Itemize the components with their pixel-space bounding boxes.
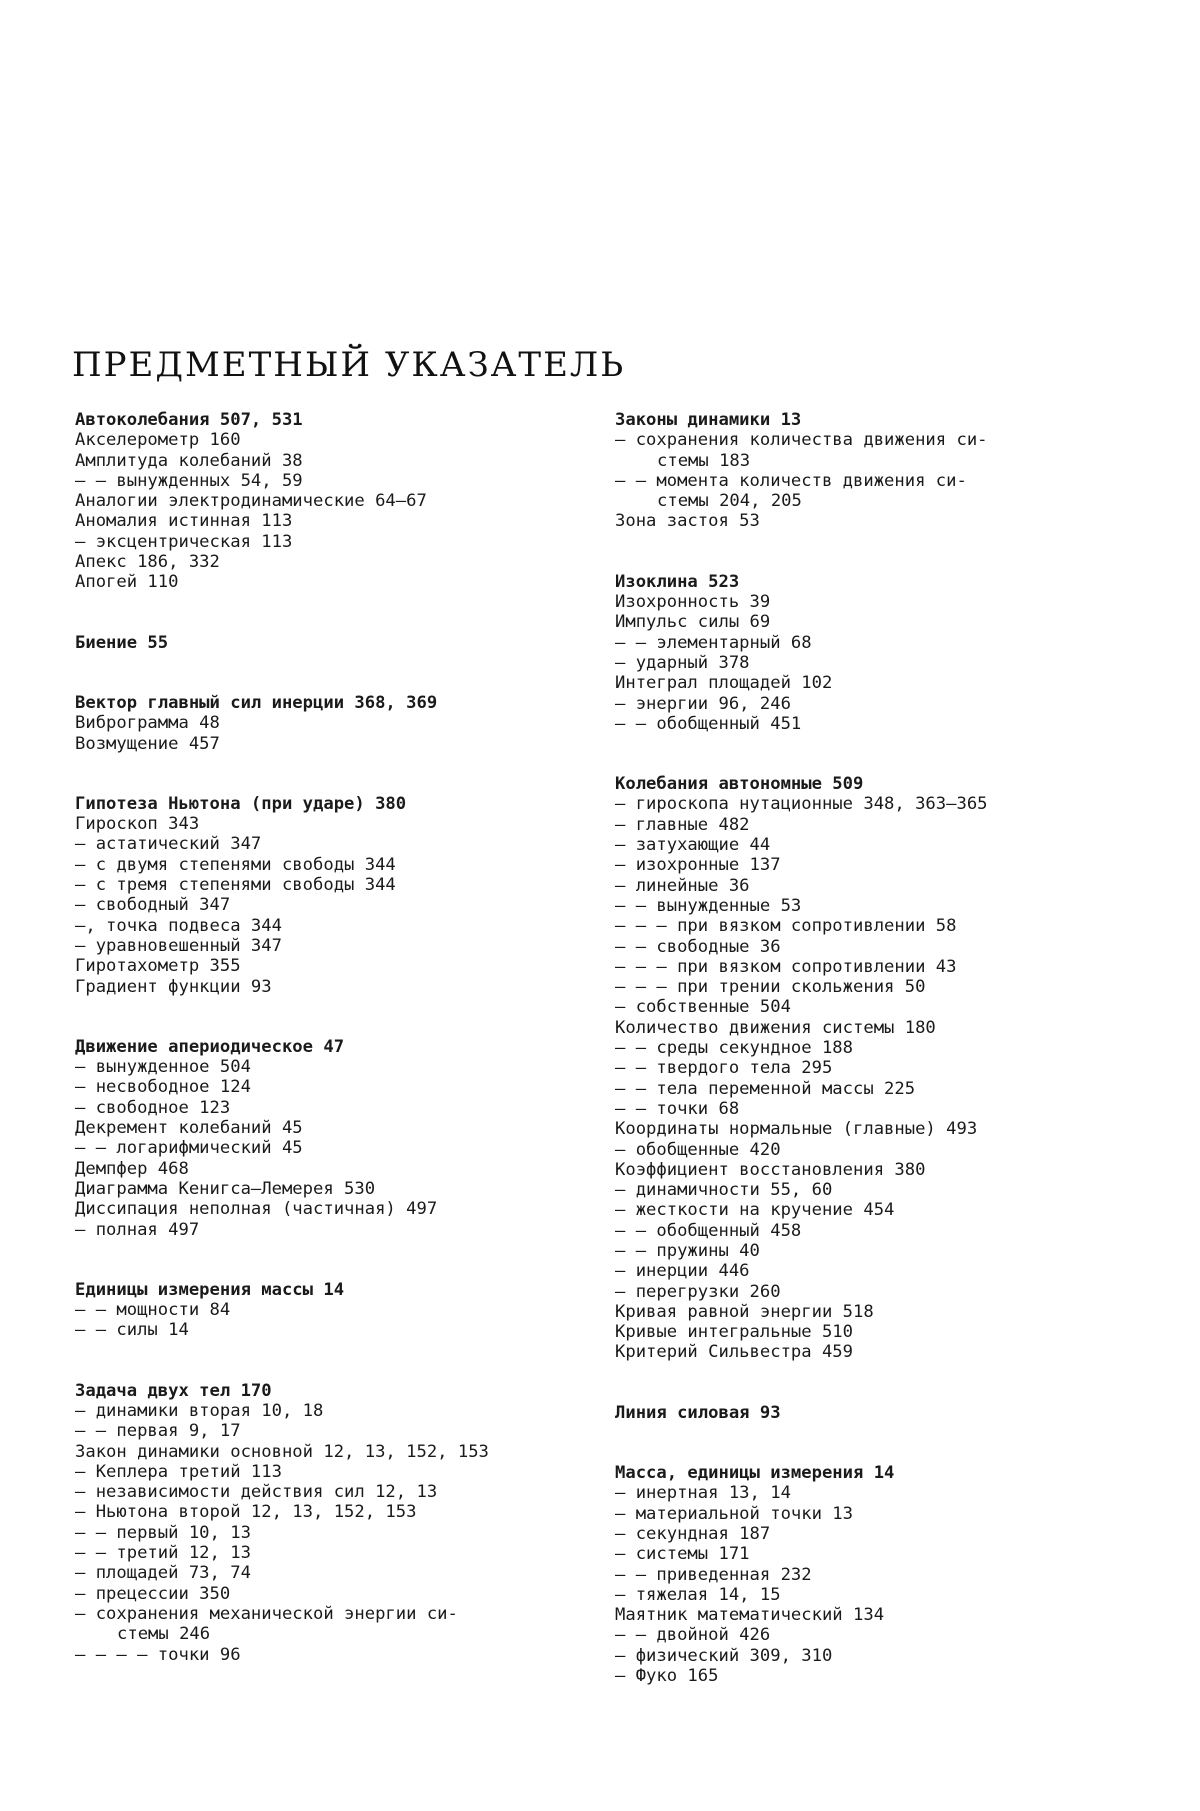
index-entry: — — — при вязком сопротивлении 43	[615, 956, 957, 977]
index-entry: Аномалия истинная 113	[75, 511, 293, 532]
index-entry: — — — — точки 96	[75, 1644, 241, 1665]
index-entry: — — пружины 40	[615, 1240, 760, 1261]
index-entry: Амплитуда колебаний 38	[75, 450, 303, 471]
index-entry: Автоколебания 507, 531	[75, 410, 303, 430]
index-entry: — независимости действия сил 12, 13	[75, 1482, 438, 1503]
index-entry: — Фуко 165	[615, 1666, 719, 1687]
index-entry: Законы динамики 13	[615, 410, 802, 430]
index-entry: — — двойной 426	[615, 1625, 771, 1646]
index-entry: — — свободные 36	[615, 936, 781, 957]
index-entry: Маятник математический 134	[615, 1605, 885, 1626]
index-letter-group	[615, 410, 1125, 532]
index-entry: Гиротахометр 355	[75, 956, 241, 977]
index-entry: — тяжелая 14, 15	[615, 1584, 781, 1605]
index-entry: — — вынужденных 54, 59	[75, 470, 303, 491]
index-entry: — — вынужденные 53	[615, 895, 802, 916]
index-entry: — — тела переменной массы 225	[615, 1078, 916, 1099]
index-entry: Задача двух тел 170	[75, 1380, 272, 1401]
index-entry: Координаты нормальные (главные) 493	[615, 1119, 978, 1140]
index-entry: — прецессии 350	[75, 1583, 231, 1604]
index-entry: — свободное 123	[75, 1097, 231, 1118]
index-entry: — — третий 12, 13	[75, 1543, 251, 1564]
index-entry: Демпфер 468	[75, 1158, 189, 1179]
index-entry: — системы 171	[615, 1544, 750, 1565]
index-entry: Единицы измерения массы 14	[75, 1279, 345, 1300]
index-entry: Возмущение 457	[75, 733, 220, 754]
index-entry: Апекс 186, 332	[75, 552, 220, 573]
index-entry: — сохранения механической энергии си-	[75, 1603, 458, 1624]
index-entry: Импульс силы 69	[615, 612, 771, 633]
index-entry: — гироскопа нутационные 348, 363—365	[615, 794, 988, 815]
index-entry: — полная 497	[75, 1219, 200, 1240]
index-entry: Интеграл площадей 102	[615, 673, 833, 694]
index-entry: Виброграмма 48	[75, 713, 220, 734]
index-entry: Декремент колебаний 45	[75, 1118, 303, 1139]
index-entry: — несвободное 124	[75, 1077, 251, 1098]
index-letter-group	[75, 1037, 585, 1240]
index-letter-group	[615, 1463, 1125, 1686]
index-entry: Кривые интегральные 510	[615, 1322, 853, 1343]
index-entry: — инертная 13, 14	[615, 1483, 791, 1504]
index-entry: — уравновешенный 347	[75, 935, 282, 956]
index-entry: Градиент функции 93	[75, 976, 272, 997]
index-entry: — с двумя степенями свободы 344	[75, 854, 396, 875]
index-entry: — астатический 347	[75, 834, 262, 855]
index-entry: — собственные 504	[615, 997, 791, 1018]
index-entry: Диаграмма Кенигса—Лемерея 530	[75, 1178, 376, 1199]
index-entry: — с тремя степенями свободы 344	[75, 875, 396, 896]
index-entry: — — момента количеств движения си-	[615, 470, 967, 491]
index-letter-group	[615, 1403, 1125, 1423]
index-entry: Вектор главный сил инерции 368, 369	[75, 692, 438, 713]
index-letter-group	[75, 633, 585, 653]
index-entry: — — логарифмический 45	[75, 1138, 303, 1159]
index-entry: — площадей 73, 74	[75, 1563, 251, 1584]
index-entry: — — точки 68	[615, 1098, 740, 1119]
index-entry: — ударный 378	[615, 652, 750, 673]
index-entry: Количество движения системы 180	[615, 1017, 936, 1038]
index-entry: Изоклина 523	[615, 571, 740, 592]
index-entry: — изохронные 137	[615, 855, 781, 876]
index-entry: — свободный 347	[75, 895, 231, 916]
index-entry: стемы 246	[117, 1624, 211, 1645]
index-entry: Колебания автономные 509	[615, 774, 864, 795]
index-letter-group	[75, 693, 585, 754]
index-entry: — — приведенная 232	[615, 1564, 812, 1585]
index-letter-group	[75, 794, 585, 997]
index-entry: — — первая 9, 17	[75, 1421, 241, 1442]
index-entry: — — обобщенный 451	[615, 713, 802, 734]
index-entry: — секундная 187	[615, 1523, 771, 1544]
index-column-right	[615, 410, 1125, 1726]
index-entry: — перегрузки 260	[615, 1281, 781, 1302]
index-entry: — — мощности 84	[75, 1300, 231, 1321]
index-entry: — — твердого тела 295	[615, 1058, 833, 1079]
index-entry: — — силы 14	[75, 1320, 189, 1341]
index-entry: Кривая равной энергии 518	[615, 1301, 874, 1322]
index-letter-group	[615, 572, 1125, 734]
index-entry: Аналогии электродинамические 64—67	[75, 491, 427, 512]
index-entry: — сохранения количества движения си-	[615, 430, 988, 451]
index-entry: Движение апериодическое 47	[75, 1036, 345, 1057]
index-entry: Биение 55	[75, 632, 169, 653]
index-entry: — эксцентрическая 113	[75, 531, 293, 552]
index-entry: — Ньютона второй 12, 13, 152, 153	[75, 1502, 417, 1523]
index-entry: Закон динамики основной 12, 13, 152, 153	[75, 1441, 489, 1462]
index-entry: Гироскоп 343	[75, 814, 200, 835]
index-letter-group	[615, 774, 1125, 1363]
index-entry: Изохронность 39	[615, 592, 771, 613]
index-entry: — динамичности 55, 60	[615, 1180, 833, 1201]
index-entry: стемы 204, 205	[657, 491, 802, 512]
index-entry: — физический 309, 310	[615, 1645, 833, 1666]
index-letter-group	[75, 1381, 585, 1665]
index-entry: Критерий Сильвестра 459	[615, 1342, 853, 1363]
index-entry: Акселерометр 160	[75, 430, 241, 451]
index-entry: — — первый 10, 13	[75, 1522, 251, 1543]
index-entry: — затухающие 44	[615, 835, 771, 856]
index-entry: — — обобщенный 458	[615, 1220, 802, 1241]
index-entry: — Кеплера третий 113	[75, 1461, 282, 1482]
index-entry: Диссипация неполная (частичная) 497	[75, 1199, 438, 1220]
index-entry: — энергии 96, 246	[615, 693, 791, 714]
index-entry: — — элементарный 68	[615, 632, 812, 653]
index-column-left	[75, 410, 585, 1705]
index-entry: — динамики вторая 10, 18	[75, 1400, 324, 1421]
index-entry: стемы 183	[657, 450, 751, 471]
index-entry: — линейные 36	[615, 875, 750, 896]
index-entry: Апогей 110	[75, 572, 179, 593]
index-entry: Масса, единицы измерения 14	[615, 1463, 895, 1484]
index-entry: — — среды секундное 188	[615, 1038, 853, 1059]
index-entry: — жесткости на кручение 454	[615, 1200, 895, 1221]
index-entry: Зона застоя 53	[615, 511, 760, 532]
index-entry: — главные 482	[615, 814, 750, 835]
index-entry: Коэффициент восстановления 380	[615, 1159, 926, 1180]
page-title: ПРЕДМЕТНЫЙ УКАЗАТЕЛЬ	[72, 345, 626, 385]
index-entry: — материальной точки 13	[615, 1503, 853, 1524]
index-entry: — — — при вязком сопротивлении 58	[615, 916, 957, 937]
index-entry: — вынужденное 504	[75, 1057, 251, 1078]
index-entry: —, точка подвеса 344	[75, 915, 282, 936]
index-letter-group	[75, 1280, 585, 1341]
index-entry: Гипотеза Ньютона (при ударе) 380	[75, 793, 407, 814]
index-entry: — обобщенные 420	[615, 1139, 781, 1160]
index-entry: — инерции 446	[615, 1261, 750, 1282]
index-entry: — — — при трении скольжения 50	[615, 977, 926, 998]
index-letter-group	[75, 410, 585, 593]
index-entry: Линия силовая 93	[615, 1402, 781, 1423]
